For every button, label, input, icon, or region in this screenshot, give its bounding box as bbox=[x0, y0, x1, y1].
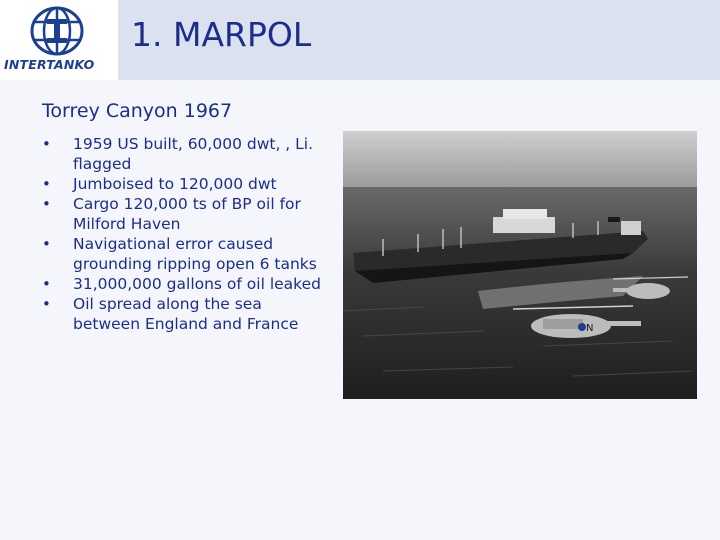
bullet-text-line: Milford Haven bbox=[73, 215, 181, 233]
intertanko-logo bbox=[0, 0, 118, 80]
bullet-item bbox=[42, 234, 332, 274]
bullet-text-line: flagged bbox=[73, 155, 132, 173]
bullet-dot: • bbox=[42, 275, 51, 293]
bullet-item bbox=[42, 274, 332, 294]
bullet-dot: • bbox=[42, 235, 51, 253]
bullet-dot: • bbox=[42, 175, 51, 193]
bullet-text-line: grounding ripping open 6 tanks bbox=[73, 255, 317, 273]
bullet-dot: • bbox=[42, 195, 51, 213]
tanker-helicopter-photo bbox=[343, 131, 697, 399]
bullet-text-line: 1959 US built, 60,000 dwt, , Li. bbox=[73, 135, 314, 153]
bullet-item bbox=[42, 134, 332, 174]
bullet-dot: • bbox=[42, 295, 51, 313]
bullet-text-line: Navigational error caused bbox=[73, 235, 274, 253]
slide-title: 1. MARPOL bbox=[131, 15, 312, 54]
bullet-dot: • bbox=[42, 135, 51, 153]
globe-logo-icon bbox=[29, 5, 85, 57]
svg-text:N: N bbox=[586, 323, 594, 334]
bullet-item bbox=[42, 194, 332, 234]
bullet-text-line: between England and France bbox=[73, 315, 299, 333]
bullet-text-line: Oil spread along the sea bbox=[73, 295, 262, 313]
logo-wordmark: INTERTANKO bbox=[4, 57, 95, 72]
slide-subtitle: Torrey Canyon 1967 bbox=[42, 100, 233, 122]
bullet-text-line: 31,000,000 gallons of oil leaked bbox=[73, 275, 321, 293]
bullet-text-line: Cargo 120,000 ts of BP oil for bbox=[73, 195, 301, 213]
photo-image bbox=[343, 131, 697, 399]
bullet-item bbox=[42, 174, 332, 194]
bullet-item bbox=[42, 294, 332, 334]
bullet-list bbox=[42, 134, 332, 334]
bullet-text-line: Jumboised to 120,000 dwt bbox=[73, 175, 277, 193]
